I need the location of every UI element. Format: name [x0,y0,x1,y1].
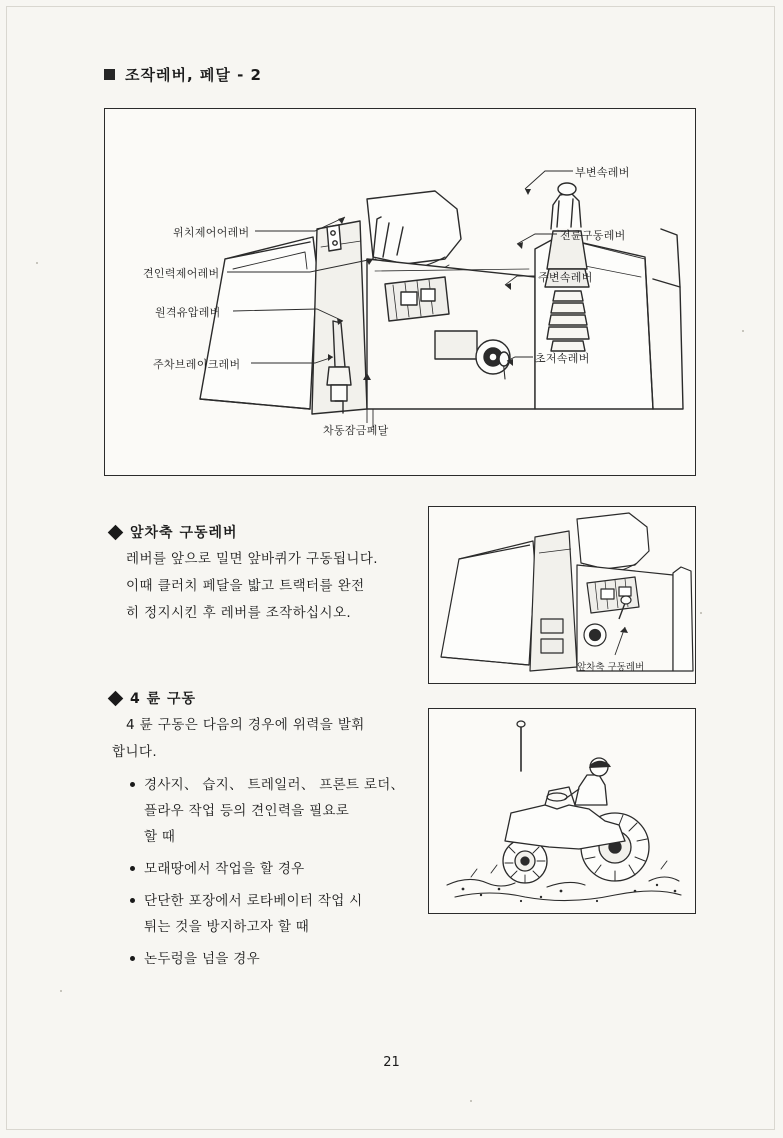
list-item-line: 튀는 것을 방지하고자 할 때 [144,919,310,935]
list-item [128,946,418,972]
diamond-bullet-icon [108,524,124,540]
subsection-heading-four-wheel-drive [110,688,196,708]
section-heading-text: 조작레버, 페달 - 2 [125,66,262,84]
four-wheel-drive-use-cases-list [128,772,418,978]
photo-front-axle-drive-lever [428,506,696,684]
photo-caption-front-axle-drive-lever: 앞차축 구동레버 [577,662,645,673]
list-item-line: 할 때 [144,829,176,845]
photo-drawing-tractor-field [429,709,695,913]
square-bullet-icon [104,69,115,80]
figure-label-sub-shift-lever: 부변속레버 [575,166,630,179]
scan-speck [36,262,38,264]
paragraph-line: 4 륜 구동은 다음의 경우에 위력을 발휘 [126,717,365,733]
figure-label-position-control-lever: 위치제어어레버 [173,226,250,239]
paragraph-line: 레버를 앞으로 밀면 앞바퀴가 구동됩니다. [126,551,378,567]
list-item [128,888,418,940]
subsection-heading-text-2: 4 륜 구동 [130,691,197,707]
page-number: 21 [383,1055,400,1070]
list-item-line: 플라우 작업 등의 견인력을 필요로 [144,803,350,819]
figure-label-draft-control-lever: 견인력제어레버 [143,267,220,280]
scan-speck [742,330,744,332]
paragraph-line: 이때 클러치 페달을 밟고 트랙터를 완전 [126,578,365,594]
photo-tractor-in-field [428,708,696,914]
paragraph-front-axle-drive-lever [126,546,416,627]
list-item-line: 단단한 포장에서 로타베이터 작업 시 [144,893,363,909]
figure-label-front-wheel-drive-lever: 전륜구동레버 [560,229,626,242]
diamond-bullet-icon [108,690,124,706]
paragraph-four-wheel-drive [112,712,412,766]
scan-speck [470,1100,472,1102]
scan-speck [60,990,62,992]
paragraph-line: 히 정지시킨 후 레버를 조작하십시오. [126,605,352,621]
figure-label-creep-lever: 초저속레버 [535,352,590,365]
subsection-heading-front-axle-drive-lever [110,522,238,542]
list-item-line: 경사지、 습지、 트레일러、 프론트 로더、 [144,777,405,793]
section-heading [104,64,262,85]
subsection-heading-text-1: 앞차축 구동레버 [130,525,238,541]
scan-speck [700,612,702,614]
figure-label-differential-lock-pedal: 차동잠금페달 [323,424,389,437]
figure-label-parking-brake-lever: 주차브레이크레버 [153,358,241,371]
list-item [128,772,418,850]
figure-label-main-shift-lever: 주변속레버 [538,271,593,284]
figure-label-remote-hydraulic-lever: 원격유압레버 [155,306,221,319]
list-item-line: 논두렁을 넘을 경우 [144,951,260,967]
photo-drawing-front-axle [429,507,695,683]
list-item-line: 모래땅에서 작업을 할 경우 [144,861,305,877]
list-item [128,856,418,882]
paragraph-line: 합니다. [112,744,158,760]
main-figure-tractor-controls [104,108,696,476]
